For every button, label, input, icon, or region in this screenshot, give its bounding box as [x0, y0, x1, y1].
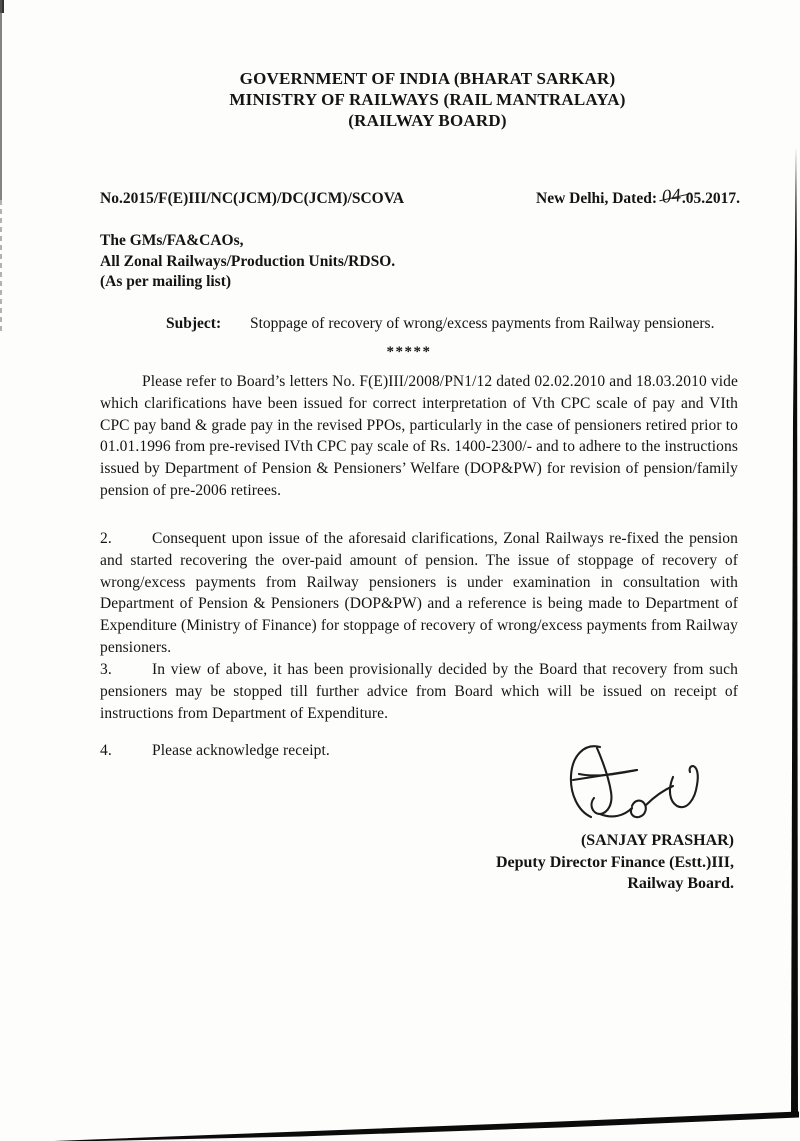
asterisk-separator: *****	[386, 344, 432, 360]
addressee-line-1: The GMs/FA&CAOs,	[100, 232, 244, 249]
paragraph-4-number: 4.	[100, 742, 112, 759]
letterhead-board-line: (RAILWAY BOARD)	[348, 111, 507, 130]
reference-line	[100, 185, 740, 208]
subject-row	[166, 313, 736, 334]
signatory-name: (SANJAY PRASHAR)	[580, 832, 734, 849]
paragraph-4	[100, 740, 738, 762]
paragraph-3	[100, 659, 738, 724]
signatory-title: Deputy Director Finance (Estt.)III,	[495, 853, 734, 871]
paragraph-1-text: Please refer to Board’s letters No. F(E)III/2008/PN1/12 dated 02.02.2010 and 18.03.2010 vide which clarifications have been issued for correct interpretation of Vth CPC scale of pay and VIth CPC pay band & grade pay in the revised PPOs, particularly in the case of pensioners retired prior to 01.01.1996 from pre-revised IVth CPC pay scale of Rs. 1400-2300/- and to adhere to the instructions issued by Department of Pension & Pensioners’ Welfare (DOP&PW) for revision of pension/family pension of pre-2006 retirees.	[100, 373, 738, 499]
addressee-line-3: (As per mailing list)	[100, 273, 232, 291]
letterhead	[100, 68, 755, 131]
letterhead-government-line: GOVERNMENT OF INDIA (BHARAT SARKAR)	[239, 69, 616, 88]
addressee-line-2: All Zonal Railways/Production Units/RDSO.	[100, 252, 396, 270]
subject-label: Subject:	[166, 315, 222, 332]
place-and-date	[536, 185, 740, 208]
paragraph-2	[100, 528, 738, 659]
date-prefix: New Delhi, Dated:	[536, 190, 661, 207]
date-suffix: .05.2017.	[681, 190, 740, 207]
subject-text: Stoppage of recovery of wrong/excess payments from Railway pensioners.	[250, 315, 715, 332]
handwritten-day: 04	[660, 185, 682, 208]
letterhead-ministry-line: MINISTRY OF RAILWAYS (RAIL MANTRALAYA)	[229, 90, 626, 109]
letter-number: No.2015/F(E)III/NC(JCM)/DC(JCM)/SCOVA	[100, 190, 405, 207]
signatory-org: Railway Board.	[627, 875, 734, 892]
paragraph-4-text: Please acknowledge receipt.	[152, 742, 330, 759]
signature-block	[496, 830, 734, 895]
addressee-block	[100, 231, 395, 293]
paragraph-1	[100, 371, 738, 502]
paragraph-2-text: Consequent upon issue of the aforesaid clarifications, Zonal Railways re-fixed the pension and started recovering the over-paid amount of pension. The issue of stoppage of recovery of wrong/excess payments from Railway pensioners is under examination in consultation with Department of Pension & Pensioners (DOP&PW) and a reference is being made to Department of Expenditure (Ministry of Finance) for stoppage of recovery of wrong/excess payments from Railway pensioners.	[100, 530, 738, 656]
paragraph-3-text: In view of above, it has been provisionally decided by the Board that recovery from such pensioners may be stopped till further advice from Board which will be issued on receipt of instructions from Department of Expenditure.	[100, 661, 738, 722]
bottom-edge-artifact	[54, 1112, 799, 1141]
paragraph-2-number: 2.	[100, 530, 112, 547]
paragraph-3-number: 3.	[100, 661, 112, 678]
left-edge-artifact	[0, 0, 4, 333]
right-edge-artifact	[791, 147, 798, 1116]
